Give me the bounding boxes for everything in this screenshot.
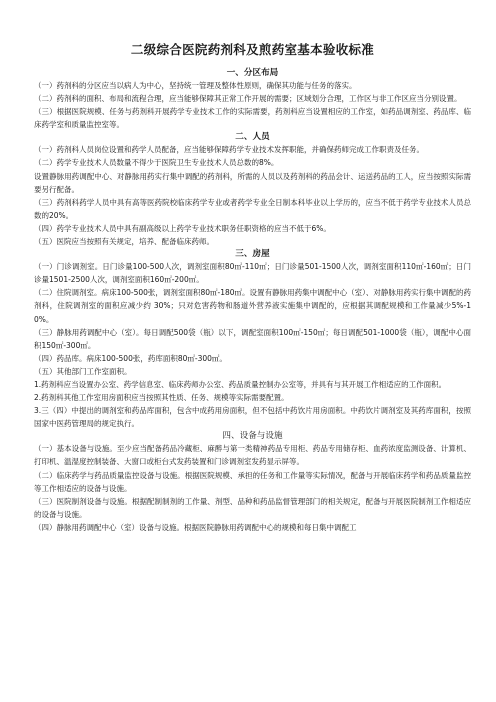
paragraph: （四）静脉用药调配中心（室）设备与设施。根据医院静脉用药调配中心的规模和每日集中调配工 <box>34 522 357 532</box>
paragraph: （二）住院调剂室。病床100-500张，调剂室面积80㎡-180㎡。设置有静脉用药集中调配中心（室）、对静脉用药实行集中调配的药剂科，住院调剂室的面积应减少约 30%；只对危害药物和肠道外营养液实施集中调配的，应根据其调配规模和工作量减少5%-10%。 <box>34 288 471 324</box>
section-equipment <box>34 430 471 534</box>
section-personnel <box>34 131 471 248</box>
paragraph: （一）药剂科人员岗位设置和药学人员配备，应当能够保障药学专业技术发挥职能，并确保药师完成工作职责及任务。 <box>34 145 424 155</box>
paragraph: （五）医院应当按照有关规定，培养、配备临床药师。 <box>34 237 214 247</box>
section-heading: 四、设备与设施 <box>222 431 283 442</box>
paragraph: （三）医院制剂设备与设施。根据配制制剂的工作量、剂型、品种和药品监督管理部门的相关规定，配备与开展医院制剂工作相适应的设备与设施。 <box>34 496 471 519</box>
paragraph: （二）药剂科的面积、布局和流程合理，应当能够保障其正常工作开展的需要；区域划分合理，工作区与非工作区应当分别设置。 <box>34 94 462 104</box>
paragraph: 1.药剂科应当设置办公室、药学信息室、临床药师办公室、药品质量控制办公室等，并具有与其开展工作相适应的工作面积。 <box>34 379 447 389</box>
section-heading: 二、人员 <box>235 132 270 143</box>
paragraph: （四）药学专业技术人员中具有副高级以上药学专业技术职务任职资格的应当不低于6%。 <box>34 223 331 233</box>
paragraph: （一）药剂科的分区应当以病人为中心，坚持统一管理及整体性原则，确保其功能与任务的落实。 <box>34 81 357 90</box>
paragraph: （三）静脉用药调配中心（室）。每日调配500袋（瓶）以下，调配室面积100㎡-150㎡；每日调配501-1000袋（瓶），调配中心面积150㎡-300㎡。 <box>34 327 471 350</box>
paragraph: （五）其他部门工作室面积。 <box>34 366 132 376</box>
section-heading: 一、分区布局 <box>226 68 279 78</box>
section-layout <box>34 67 471 131</box>
paragraph: （二）临床药学与药品质量监控设备与设施。根据医院规模、承担的任务和工作量等实际情况，配备与开展临床药学和药品质量监控等工作相适应的设备与设施。 <box>34 470 471 493</box>
paragraph: （二）药学专业技术人员数量不得少于医院卫生专业技术人员总数的8%。 <box>34 158 279 168</box>
paragraph: （三）根据医院规模、任务与药剂科开展药学专业技术工作的实际需要，药剂科应当设置相应的工作室，如药品调剂室、药品库、临床药学室和质量监控室等。 <box>34 107 471 130</box>
paragraph: （一）基本设备与设施。至少应当配备药品冷藏柜、麻醉与第一类精神药品专用柜、药品专用储存柜、血药浓度监测设备、计算机、打印机、温湿度控制装备、大窗口或柜台式发药装置和门诊调剂室发药显示屏等。 <box>34 444 471 467</box>
paragraph: （四）药品库。病床100-500张，药库面积80㎡-300㎡。 <box>34 353 227 363</box>
paragraph: 设置静脉用药调配中心、对静脉用药实行集中调配的药剂科，所需的人员以及药剂科的药品会计、运送药品的工人，应当按照实际需要另行配备。 <box>34 171 471 194</box>
paragraph: （一）门诊调剂室。日门诊量100-500人次，调剂室面积80㎡-110㎡；日门诊量501-1500人次，调剂室面积110㎡-160㎡；日门诊量1501-2500人次，调剂室面积160㎡-200㎡。 <box>34 262 471 285</box>
paragraph: 3.三（四）中提出的调剂室和药品库面积，包含中成药用房面积，但不包括中药饮片用房面积。中药饮片调剂室及其药库面积，按照国家中医药管理局的规定执行。 <box>34 406 471 429</box>
section-heading: 三、房屋 <box>235 249 270 260</box>
paragraph: （三）药剂科药学人员中具有高等医药院校临床药学专业或者药学专业全日制本科毕业以上学历的，应当不低于药学专业技术人员总数的20%。 <box>34 197 471 220</box>
paragraph: 2.药剂科其他工作室用房面积应当按照其性质、任务、规模等实际需要配置。 <box>34 393 289 403</box>
document-title: 二级综合医院药剂科及煎药室基本验收标准 <box>130 42 375 57</box>
section-housing <box>34 248 471 430</box>
